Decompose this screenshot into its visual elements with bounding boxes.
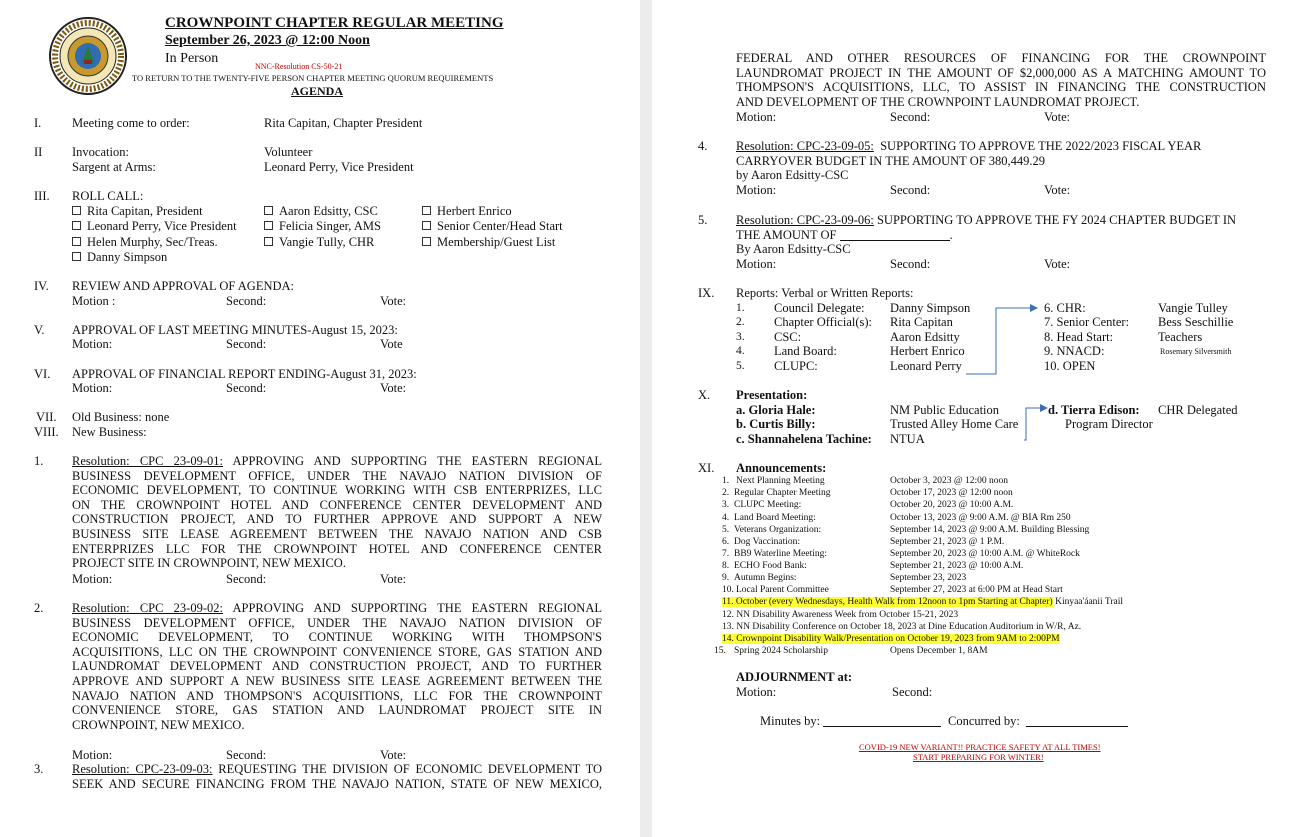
roll-call-entry[interactable]: Vangie Tully, CHR xyxy=(264,235,374,249)
checkbox[interactable] xyxy=(72,221,81,230)
motion-label: Motion: xyxy=(72,572,113,586)
announcement-when: September 21, 2023 @ 10:00 A.M. xyxy=(890,561,1024,571)
announcement-highlighted: 11. October (every Wednesdays, Health Walk from 12noon to 1pm Starting at Chapter) Kinyaa'áanii Trail xyxy=(722,597,1124,607)
resolution-text: APPROVE AND SUPPORT A NEW BUSINESS SITE LEASE AGREEMENT BETWEEN THE xyxy=(72,674,602,688)
report-name: Danny Simpson xyxy=(890,301,971,315)
report-role: 6. CHR: xyxy=(1044,301,1086,315)
adjournment-label: ADJOURNMENT at: xyxy=(736,670,853,684)
item-label: New Business: xyxy=(72,425,147,439)
chapter-seal-logo xyxy=(48,16,128,96)
presenter-org: NTUA xyxy=(890,432,925,446)
report-name: Rita Capitan xyxy=(890,315,953,329)
announcement-highlighted: 14. Crownpoint Disability Walk/Presentation on October 19, 2023 from 9AM to 2:00PM xyxy=(722,634,1060,644)
resolution-sponsor: by Aaron Edsitty-CSC xyxy=(736,168,849,182)
report-number: 5. xyxy=(736,360,745,372)
resolution-text: CONSTRUCTION PROJECT, AND TO FURTHER APPROVE AND SUPPORT A NEW xyxy=(72,512,602,527)
quorum-note: TO RETURN TO THE TWENTY-FIVE PERSON CHAPTER MEETING QUORUM REQUIREMENTS xyxy=(132,73,494,83)
announcement-when: September 20, 2023 @ 10:00 A.M. @ WhiteRock xyxy=(890,549,1080,559)
roll-call-entry[interactable]: Danny Simpson xyxy=(72,250,167,264)
motion-label: Motion: xyxy=(72,381,113,395)
roll-call-entry[interactable]: Herbert Enrico xyxy=(422,204,512,218)
resolution-text: ECONOMIC DEVELOPMENT, TO CONTINUE WORKING WITH CSB ENTERPRIZES, LLC xyxy=(72,483,602,498)
item-number: IV. xyxy=(34,279,49,293)
checkbox[interactable] xyxy=(72,252,81,261)
resolution-text: ON THE CROWNPOINT HOTEL AND CONFERENCE CENTER DEVELOPMENT AND xyxy=(72,497,602,512)
resolution-text: NAVAJO NATION AND THOMPSON'S ACQUISITIONS, LLC FOR THE CROWNPOINT xyxy=(72,688,602,703)
announcement-name: Dog Vaccination: xyxy=(734,537,801,547)
resolution-text: Resolution: CPC-23-09-06: SUPPORTING TO APPROVE THE FY 2024 CHAPTER BUDGET IN xyxy=(736,213,1237,227)
announcement-number: 3. xyxy=(722,500,730,510)
presentation-connector-arrow xyxy=(1020,400,1050,446)
report-name: Herbert Enrico xyxy=(890,344,965,358)
item-value: Rita Capitan, Chapter President xyxy=(264,116,423,130)
resolution-number: 2. xyxy=(34,601,44,615)
announcement-number: 6. xyxy=(722,537,730,547)
vote-label: Vote: xyxy=(380,381,407,395)
item-label: Sargent at Arms: xyxy=(72,160,156,174)
report-role: 9. NNACD: xyxy=(1044,344,1105,358)
concurred-by-blank[interactable] xyxy=(1026,715,1128,727)
roll-call-entry[interactable]: Rita Capitan, President xyxy=(72,204,203,218)
resolution-text: CONVENIENCE STORE, GAS STATION AND LAUNDROMAT PROJECT SITE IN xyxy=(72,703,602,718)
announcement-number: 9. xyxy=(722,573,730,583)
motion-label: Motion: xyxy=(72,748,113,762)
roll-call-entry[interactable]: Felicia Singer, AMS xyxy=(264,219,381,233)
resolution-text: Resolution: CPC-23-09-05: SUPPORTING TO APPROVE THE 2022/2023 FISCAL YEAR xyxy=(736,139,1202,153)
announcement-number: 4. xyxy=(722,513,730,523)
roll-call-entry[interactable]: Helen Murphy, Sec/Treas. xyxy=(72,235,218,249)
resolution-number: 4. xyxy=(698,139,708,153)
report-name: Leonard Perry xyxy=(890,359,962,373)
resolution-text: PROJECT SITE IN CROWNPOINT, NEW MEXICO. xyxy=(72,556,346,571)
vote-label: Vote: xyxy=(380,748,407,762)
motion-label: Motion: xyxy=(736,110,777,124)
covid-warning: COVID-19 NEW VARIANT!! PRACTICE SAFETY AT ALL TIMES! xyxy=(859,742,1101,752)
resolution-text: ECONOMIC DEVELOPMENT, TO CONTINUE WORKING WITH THOMPSON'S xyxy=(72,630,602,645)
motion-label: Motion: xyxy=(72,337,113,351)
announcement-name: Spring 2024 Scholarship xyxy=(734,646,828,656)
announcement: 13. NN Disability Conference on October 18, 2023 at Dine Education Auditorium in W/R, Az. xyxy=(722,622,1082,632)
resolution-text: LAUNDROMAT DEVELOPMENT AND CONSTRUCTION PROJECT, AND TO FURTHER xyxy=(72,659,602,674)
meeting-mode: In Person xyxy=(165,51,219,66)
resolution-text: BUSINESS SITE LEASE AGREEMENT BETWEEN THE NAVAJO NATION AND CSB xyxy=(72,527,602,541)
item-label: APPROVAL OF LAST MEETING MINUTES-August 15, 2023: xyxy=(72,323,398,337)
announcement-name: Local Parent Committee xyxy=(736,585,829,595)
reports-heading: Reports: Verbal or Written Reports: xyxy=(736,286,914,300)
announcement-number: 10. xyxy=(722,585,734,595)
report-number: 3. xyxy=(736,331,745,343)
item-label: Invocation: xyxy=(72,145,129,159)
motion-label: Motion: xyxy=(736,183,777,197)
announcement-when: October 13, 2023 @ 9:00 A.M. @ BIA Rm 250 xyxy=(890,513,1071,523)
resolution-text: Resolution: CPC 23-09-02: APPROVING AND SUPPORTING THE EASTERN REGIONAL xyxy=(72,601,602,615)
resolution-text: FEDERAL AND OTHER RESOURCES OF FINANCING FOR THE CROWNPOINT xyxy=(736,51,1266,65)
announcement-when: Opens December 1, 8AM xyxy=(890,646,988,656)
winter-warning: START PREPARING FOR WINTER! xyxy=(913,752,1044,762)
checkbox[interactable] xyxy=(264,237,273,246)
item-number: VIII. xyxy=(34,425,59,439)
resolution-text: ACQUISITIONS, LLC ON THE CROWNPOINT CONVENIENCE STORE, GAS STATION AND xyxy=(72,644,602,659)
announcement-when: October 17, 2023 @ 12:00 noon xyxy=(890,488,1013,498)
report-role: CLUPC: xyxy=(774,359,818,373)
resolution-text: BUSINESS DEVELOPMENT OFFICE, UNDER THE NAVAJO NATION DIVISION OF xyxy=(72,468,602,483)
presenter-name: d. Tierra Edison: xyxy=(1048,403,1140,417)
announcement-when: October 20, 2023 @ 10:00 A.M. xyxy=(890,500,1014,510)
item-number: XI. xyxy=(698,461,715,475)
announcement-number: 7. xyxy=(722,549,730,559)
presenter-org: Program Director xyxy=(1065,417,1153,431)
report-name: Teachers xyxy=(1158,330,1203,344)
checkbox[interactable] xyxy=(264,206,273,215)
announcement-name: Next Planning Meeting xyxy=(736,476,825,486)
announcement-when: September 21, 2023 @ 1 P.M. xyxy=(890,537,1005,547)
roll-call-entry[interactable]: Membership/Guest List xyxy=(422,235,555,249)
vote-label: Vote: xyxy=(380,572,407,586)
report-name: Rosemary Silversmith xyxy=(1160,347,1232,356)
agenda-page-1 xyxy=(0,0,640,837)
roll-call-entry[interactable]: Senior Center/Head Start xyxy=(422,219,563,233)
report-name: Vangie Tulley xyxy=(1158,301,1228,315)
announcement-number: 5. xyxy=(722,525,730,535)
resolution-text: LAUNDROMAT PROJECT IN THE AMOUNT OF $2,000,000 AS A MATCHING AMOUNT TO xyxy=(736,65,1266,80)
resolution-text: THE AMOUNT OF . xyxy=(736,227,953,242)
resolution-text: CARRYOVER BUDGET IN THE AMOUNT OF 380,449.29 xyxy=(736,153,1046,168)
announcement-when: September 14, 2023 @ 9:00 A.M. Building Blessing xyxy=(890,525,1090,535)
item-number: I. xyxy=(34,116,42,130)
checkbox[interactable] xyxy=(422,221,431,230)
resolution-text: BUSINESS DEVELOPMENT OFFICE, UNDER THE NAVAJO NATION DIVISION OF xyxy=(72,615,602,630)
resolution-text: Resolution: CPC-23-09-03: REQUESTING THE DIVISION OF ECONOMIC DEVELOPMENT TO xyxy=(72,762,603,776)
checkbox[interactable] xyxy=(264,221,273,230)
motion-label: Motion: xyxy=(736,685,777,699)
item-number: VII. xyxy=(36,410,57,424)
item-value: Leonard Perry, Vice President xyxy=(264,160,414,174)
announcement-name: Land Board Meeting: xyxy=(734,513,816,523)
minutes-by: Minutes by: xyxy=(760,714,941,728)
item-label: Meeting come to order: xyxy=(72,116,190,130)
announcement-name: ECHO Food Bank: xyxy=(734,561,807,571)
presenter-org: NM Public Education xyxy=(890,403,1000,417)
second-label: Second: xyxy=(226,337,267,351)
announcement-name: Veterans Organization: xyxy=(734,525,822,535)
resolution-sponsor: By Aaron Edsitty-CSC xyxy=(736,242,851,256)
amount-blank[interactable] xyxy=(840,229,950,241)
report-number: 2. xyxy=(736,316,745,328)
second-label: Second: xyxy=(892,685,933,699)
resolution-text: SEEK AND SECURE FINANCING FROM THE NAVAJO NATION, STATE OF NEW MEXICO, xyxy=(72,776,602,791)
roll-call-heading: ROLL CALL: xyxy=(72,189,144,203)
motion-label: Motion : xyxy=(72,294,116,308)
announcement-number: 2. xyxy=(722,488,730,498)
item-number: II xyxy=(34,145,43,159)
announcement-name: Autumn Begins: xyxy=(734,573,797,583)
roll-call-entry[interactable]: Leonard Perry, Vice President xyxy=(72,219,237,233)
vote-label: Vote: xyxy=(1044,110,1071,124)
presenter-name: a. Gloria Hale: xyxy=(736,403,816,417)
report-name: Aaron Edsitty xyxy=(890,330,960,344)
vote-label: Vote: xyxy=(1044,183,1071,197)
second-label: Second: xyxy=(226,381,267,395)
item-number: IX. xyxy=(698,286,715,300)
second-label: Second: xyxy=(890,257,931,271)
checkbox[interactable] xyxy=(422,206,431,215)
second-label: Second: xyxy=(226,294,267,308)
announcement-when: September 27, 2023 at 6:00 PM at Head Start xyxy=(890,585,1063,595)
announcement: 12. NN Disability Awareness Week from October 15-21, 2023 xyxy=(722,610,959,620)
agenda-page-2 xyxy=(652,0,1302,837)
checkbox[interactable] xyxy=(422,237,431,246)
item-label: REVIEW AND APPROVAL OF AGENDA: xyxy=(72,279,295,293)
agenda-heading: AGENDA xyxy=(291,84,344,98)
second-label: Second: xyxy=(226,748,267,762)
resolution-number: 5. xyxy=(698,213,708,227)
announcements-heading: Announcements: xyxy=(736,461,827,475)
item-label: Old Business: none xyxy=(72,410,170,424)
checkbox[interactable] xyxy=(72,206,81,215)
announcement-number: 8. xyxy=(722,561,730,571)
minutes-by-blank[interactable] xyxy=(823,715,941,727)
report-name: Bess Seschillie xyxy=(1158,315,1234,329)
concurred-by: Concurred by: xyxy=(948,714,1128,728)
report-number: 1. xyxy=(736,302,745,314)
resolution-text: CROWNPOINT, NEW MEXICO. xyxy=(72,717,245,732)
presenter-org: Trusted Alley Home Care xyxy=(890,417,1019,431)
report-role: 10. OPEN xyxy=(1044,359,1096,373)
second-label: Second: xyxy=(890,110,931,124)
resolution-number: 1. xyxy=(34,454,44,468)
vote-label: Vote: xyxy=(1044,257,1071,271)
reports-connector-arrow xyxy=(962,300,1042,380)
presenter-name: b. Curtis Billy: xyxy=(736,417,816,431)
second-label: Second: xyxy=(226,572,267,586)
item-number: III. xyxy=(34,189,50,203)
resolution-reference: NNC-Resolution CS-50-21 xyxy=(255,62,343,71)
motion-label: Motion: xyxy=(736,257,777,271)
item-number: X. xyxy=(698,388,711,402)
report-role: 8. Head Start: xyxy=(1044,330,1114,344)
resolution-text: ENTERPRIZES LLC FOR THE CROWNPOINT HOTEL AND CONFERENCE CENTER xyxy=(72,541,602,556)
item-label: APPROVAL OF FINANCIAL REPORT ENDING-August 31, 2023: xyxy=(72,367,417,381)
presentation-heading: Presentation: xyxy=(736,388,808,402)
meeting-date: September 26, 2023 @ 12:00 Noon xyxy=(165,33,370,48)
report-role: 7. Senior Center: xyxy=(1044,315,1130,329)
report-role: CSC: xyxy=(774,330,802,344)
checkbox[interactable] xyxy=(72,237,81,246)
vote-label: Vote: xyxy=(380,294,407,308)
announcement-number: 15. xyxy=(714,646,726,656)
announcement-name: Regular Chapter Meeting xyxy=(734,488,831,498)
resolution-text: AND DEVELOPMENT OF THE CROWNPOINT LAUNDROMAT PROJECT. xyxy=(736,94,1140,109)
presenter-org: CHR Delegated xyxy=(1158,403,1238,417)
item-value: Volunteer xyxy=(264,145,313,159)
announcement-number: 1. xyxy=(722,476,730,486)
report-number: 4. xyxy=(736,345,745,357)
report-role: Land Board: xyxy=(774,344,837,358)
resolution-number: 3. xyxy=(34,762,44,776)
announcement-name: CLUPC Meeting: xyxy=(734,500,802,510)
roll-call-entry[interactable]: Aaron Edsitty, CSC xyxy=(264,204,378,218)
resolution-text: THOMPSON'S ACQUISITIONS, LLC, TO ASSIST IN FINANCING THE CONSTRUCTION xyxy=(736,80,1266,95)
item-number: VI. xyxy=(34,367,51,381)
announcement-when: September 23, 2023 xyxy=(890,573,967,583)
report-role: Council Delegate: xyxy=(774,301,865,315)
resolution-text: Resolution: CPC 23-09-01: APPROVING AND SUPPORTING THE EASTERN REGIONAL xyxy=(72,454,602,468)
announcement-name: BB9 Waterline Meeting: xyxy=(734,549,827,559)
announcement-when: October 3, 2023 @ 12:00 noon xyxy=(890,476,1008,486)
vote-label: Vote xyxy=(380,337,403,351)
presenter-name: c. Shannahelena Tachine: xyxy=(736,432,872,446)
report-role: Chapter Official(s): xyxy=(774,315,872,329)
item-number: V. xyxy=(34,323,45,337)
meeting-title: CROWNPOINT CHAPTER REGULAR MEETING xyxy=(165,15,504,31)
second-label: Second: xyxy=(890,183,931,197)
